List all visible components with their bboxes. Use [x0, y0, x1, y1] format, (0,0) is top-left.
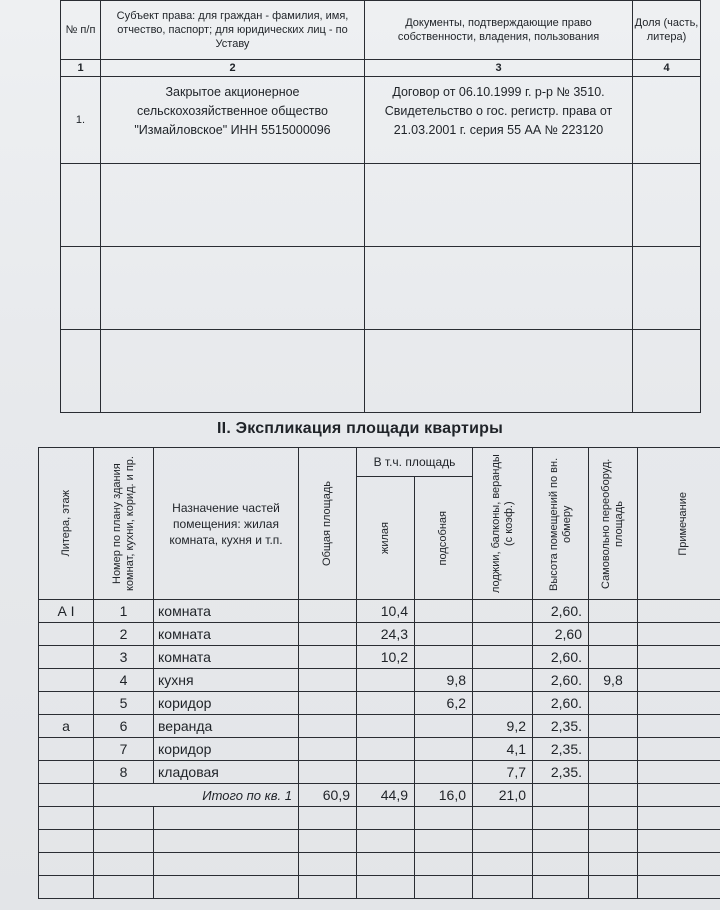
litera-cell: а	[39, 715, 94, 738]
note-cell	[638, 692, 720, 715]
aux-area-cell	[415, 623, 473, 646]
table-row	[39, 623, 720, 646]
total-area-cell	[299, 600, 357, 623]
self-rebuilt-cell	[589, 738, 638, 761]
room-num-cell: 6	[94, 715, 154, 738]
purpose-cell: кладовая	[154, 761, 299, 784]
total-area-cell	[299, 715, 357, 738]
self-rebuilt-cell	[589, 646, 638, 669]
header-documents: Документы, подтверждающие право собственности, владения, пользования	[365, 1, 633, 60]
note-cell	[638, 623, 720, 646]
room-num-cell: 8	[94, 761, 154, 784]
aux-area-cell	[415, 761, 473, 784]
total-area-cell	[299, 669, 357, 692]
loggia-area-cell	[473, 600, 533, 623]
purpose-cell: комната	[154, 646, 299, 669]
owners-table	[60, 0, 701, 413]
header-loggias: лоджии, балконы, веранды (с коэф.)	[473, 448, 533, 600]
living-area-cell	[357, 761, 415, 784]
room-num-cell: 4	[94, 669, 154, 692]
table-row	[39, 646, 720, 669]
purpose-cell: кухня	[154, 669, 299, 692]
aux-area-cell	[415, 600, 473, 623]
table-row	[39, 738, 720, 761]
purpose-cell: комната	[154, 600, 299, 623]
table-row	[39, 669, 720, 692]
living-area-cell	[357, 692, 415, 715]
purpose-cell: комната	[154, 623, 299, 646]
empty-row	[39, 876, 720, 899]
owner-share	[633, 77, 701, 164]
height-cell: 2,60.	[533, 646, 589, 669]
litera-cell	[39, 623, 94, 646]
header-auxiliary: подсобная	[415, 477, 473, 600]
living-area-cell	[357, 669, 415, 692]
loggia-area-cell	[473, 646, 533, 669]
note-cell	[638, 761, 720, 784]
litera-cell	[39, 692, 94, 715]
aux-area-cell	[415, 738, 473, 761]
total-living-value: 44,9	[357, 784, 415, 807]
litera-cell	[39, 646, 94, 669]
loggia-area-cell	[473, 669, 533, 692]
room-num-cell: 2	[94, 623, 154, 646]
loggia-area-cell	[473, 692, 533, 715]
aux-area-cell: 9,8	[415, 669, 473, 692]
self-rebuilt-cell	[589, 715, 638, 738]
total-area-cell	[299, 738, 357, 761]
note-cell	[638, 669, 720, 692]
loggia-area-cell: 4,1	[473, 738, 533, 761]
owner-subject: Закрытое акционерное сельскохозяйственное общество "Измайловское" ИНН 5515000096	[101, 77, 365, 164]
empty-row	[39, 830, 720, 853]
room-num-cell: 7	[94, 738, 154, 761]
total-area-cell	[299, 692, 357, 715]
owner-documents: Договор от 06.10.1999 г. р-р № 3510. Свидетельство о гос. регистр. права от 21.03.2001 г. серия 55 АА № 223120	[365, 77, 633, 164]
header-self-rebuilt: Самовольно переоборуд. площадь	[589, 448, 638, 600]
height-cell: 2,35.	[533, 738, 589, 761]
col-number: 2	[101, 60, 365, 77]
empty-row	[61, 164, 701, 247]
height-cell: 2,60.	[533, 669, 589, 692]
header-share: Доля (часть, литера)	[633, 1, 701, 60]
living-area-cell: 24,3	[357, 623, 415, 646]
aux-area-cell	[415, 715, 473, 738]
col-number: 3	[365, 60, 633, 77]
living-area-cell	[357, 715, 415, 738]
total-loggia-value: 21,0	[473, 784, 533, 807]
aux-area-cell	[415, 646, 473, 669]
room-num-cell: 3	[94, 646, 154, 669]
purpose-cell: коридор	[154, 692, 299, 715]
header-incl-group: В т.ч. площадь	[357, 448, 473, 477]
owner-row-num: 1.	[61, 77, 101, 164]
self-rebuilt-cell	[589, 600, 638, 623]
height-cell: 2,60.	[533, 692, 589, 715]
living-area-cell: 10,2	[357, 646, 415, 669]
empty-row	[39, 853, 720, 876]
litera-cell	[39, 669, 94, 692]
total-area-cell	[299, 623, 357, 646]
header-height: Высота помещений по вн. обмеру	[533, 448, 589, 600]
total-row	[39, 784, 720, 807]
self-rebuilt-cell	[589, 623, 638, 646]
header-total-area: Общая площадь	[299, 448, 357, 600]
living-area-cell: 10,4	[357, 600, 415, 623]
empty-row	[61, 330, 701, 413]
aux-area-cell: 6,2	[415, 692, 473, 715]
table-row	[39, 761, 720, 784]
table-row	[39, 600, 720, 623]
note-cell	[638, 600, 720, 623]
purpose-cell: коридор	[154, 738, 299, 761]
loggia-area-cell: 9,2	[473, 715, 533, 738]
self-rebuilt-cell: 9,8	[589, 669, 638, 692]
living-area-cell	[357, 738, 415, 761]
table-row	[39, 715, 720, 738]
loggia-area-cell: 7,7	[473, 761, 533, 784]
loggia-area-cell	[473, 623, 533, 646]
total-aux-value: 16,0	[415, 784, 473, 807]
self-rebuilt-cell	[589, 692, 638, 715]
header-litera: Литера, этаж	[39, 448, 94, 600]
header-note: Примечание	[638, 448, 720, 600]
height-cell: 2,60.	[533, 600, 589, 623]
litera-cell	[39, 761, 94, 784]
height-cell: 2,35.	[533, 761, 589, 784]
header-purpose: Назначение частей помещения: жилая комната, кухня и т.п.	[154, 448, 299, 600]
litera-cell	[39, 738, 94, 761]
note-cell	[638, 646, 720, 669]
total-area-cell	[299, 761, 357, 784]
empty-row	[39, 807, 720, 830]
total-label: Итого по кв. 1	[94, 784, 299, 807]
height-cell: 2,60	[533, 623, 589, 646]
room-num-cell: 5	[94, 692, 154, 715]
table-row	[39, 692, 720, 715]
col-number: 1	[61, 60, 101, 77]
room-num-cell: 1	[94, 600, 154, 623]
purpose-cell: веранда	[154, 715, 299, 738]
note-cell	[638, 715, 720, 738]
note-cell	[638, 738, 720, 761]
section-title: II. Экспликация площади квартиры	[217, 420, 503, 437]
header-subject: Субъект права: для граждан - фамилия, имя, отчество, паспорт; для юридических лиц - по Уставу	[101, 1, 365, 60]
total-area-cell	[299, 646, 357, 669]
explication-table	[38, 447, 720, 899]
height-cell: 2,35.	[533, 715, 589, 738]
header-room-num: Номер по плану здания комнат, кухни, корид. и пр.	[94, 448, 154, 600]
header-living: жилая	[357, 477, 415, 600]
litera-cell: А I	[39, 600, 94, 623]
total-area-value: 60,9	[299, 784, 357, 807]
empty-row	[61, 247, 701, 330]
self-rebuilt-cell	[589, 761, 638, 784]
header-num: № п/п	[61, 1, 101, 60]
col-number: 4	[633, 60, 701, 77]
